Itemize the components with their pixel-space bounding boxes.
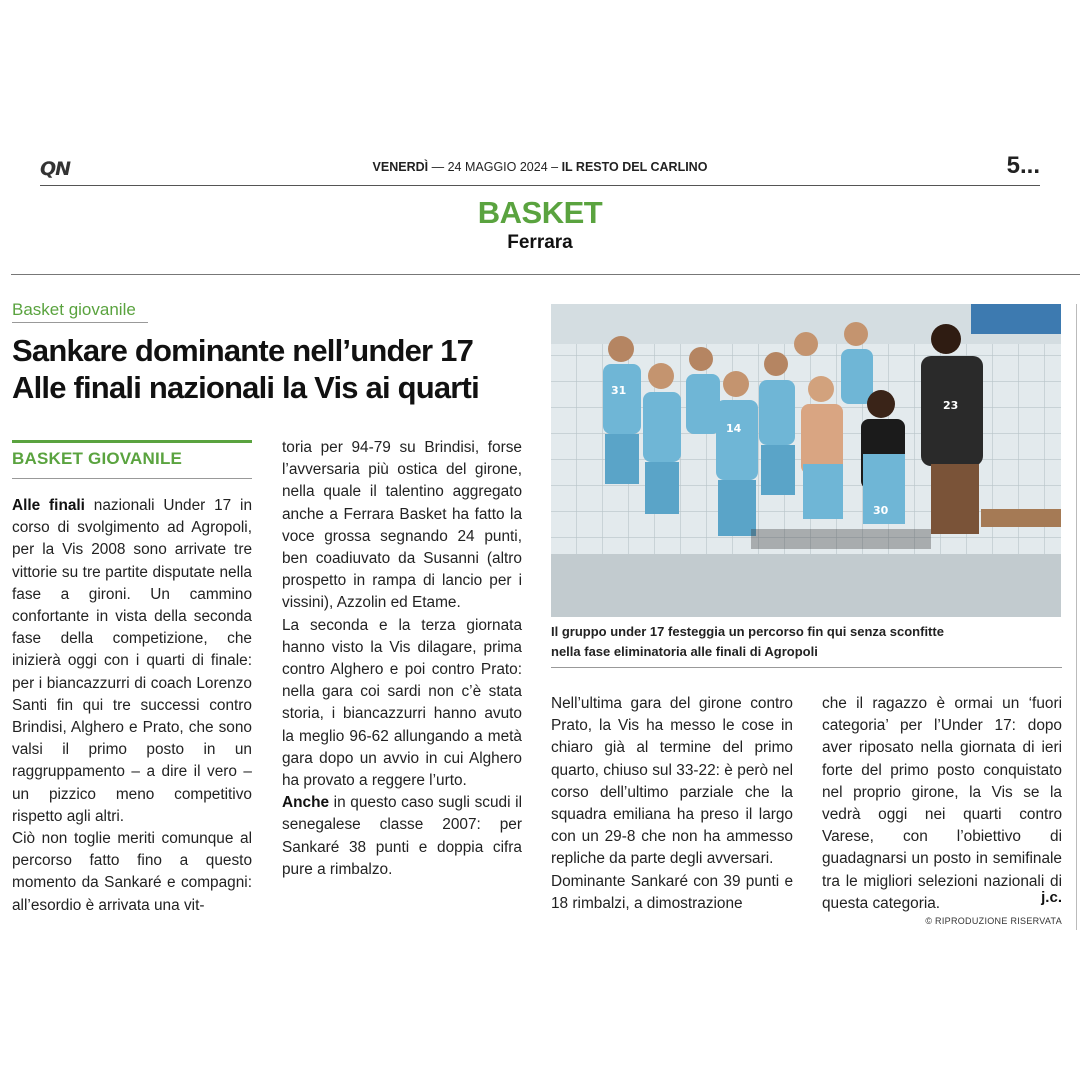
paragraph: Dominante Sankaré con 39 punti e 18 rimbalzi, a dimostrazione — [551, 872, 793, 912]
lead-words: Anche — [282, 794, 330, 812]
dateline-paper: IL RESTO DEL CARLINO — [561, 160, 708, 174]
paragraph-text: nazionali Under 17 in corso di svolgimento ad Agropoli, per la Vis 2008 sono arrivate tre vittorie su tre partite disputate nella fase a gironi. Un cammino confortante in vista della seconda fase della competizione, che inizierà oggi con i quarti di finale: per i biancazzurri di coach Lorenzo Santi fin qui tre successi contro Brindisi, Alghero e Prato, che sono valsi il primo posto in un raggruppamento – a dire il vero – un pizzico meno competitivo rispetto agli altri. — [12, 497, 253, 825]
paragraph: toria per 94-79 su Brindisi, forse l’avversaria più ostica del girone, nella quale il talentino aggregato anche a Ferrara Basket ha fatto la voce grossa segnando 24 punti, ben coadiuvato da Susanni (altro prospetto in rampa di lancio per i vissini), Azzolin ed Etame. — [282, 439, 522, 612]
subhead-bar — [12, 440, 252, 443]
paragraph-text: in questo caso sugli scudi il senegalese classe 2007: per Sankaré 38 punti e doppia cifra pure a rimbalzo. — [282, 794, 522, 878]
kicker-underline — [12, 322, 148, 323]
paragraph — [282, 792, 522, 881]
header-divider — [40, 185, 1040, 186]
dateline-sep: — — [431, 160, 445, 174]
right-column-rule — [1076, 304, 1077, 930]
dateline-date: 24 MAGGIO 2024 — [447, 160, 548, 174]
paragraph: Nell’ultima gara del girone contro Prato, la Vis ha messo le cose in chiaro già al termine del primo quarto, chiuso sul 33-22: è però nel corso dell’ultimo parziale che la squadra emiliana ha preso il largo con un 29-8 che non ha ammesso repliche da parte degli avversari. — [551, 695, 793, 868]
jersey-number: 30 — [873, 504, 889, 517]
dateline-day: VENERDÌ — [372, 160, 429, 174]
article-column-2 — [282, 437, 522, 881]
article-column-1 — [12, 495, 252, 917]
dateline — [0, 160, 1080, 174]
author-signature: j.c. — [1041, 889, 1062, 906]
paragraph: che il ragazzo è ormai un ‘fuori categoria’ per l’Under 17: dopo aver riposato nella giornata di ieri forte del primo posto conquistato nel proprio girone, la Vis se la vedrà oggi nei quarti contro Varese, con l’obiettivo di guadagnarsi un posto in semifinale tra le migliori selezioni nazionali di questa categoria. — [822, 695, 1062, 912]
paragraph: La seconda e la terza giornata hanno visto la Vis dilagare, prima contro Alghero e poi contro Prato: nella gara coi sardi non c’è stata storia, i biancazzurri hanno avuto la meglio 96-62 allungando a metà gara dopo un avvio in cui Alghero ha provato a reggere l’urto. — [282, 616, 522, 790]
section-city: Ferrara — [507, 232, 573, 253]
caption-divider — [551, 667, 1062, 668]
page-number: 5... — [1006, 152, 1040, 179]
paragraph: Ciò non toglie meriti comunque al percorso fatto fino a questo momento da Sankaré e compagni: all’esordio è arrivata una vit- — [12, 830, 252, 914]
article-column-3 — [551, 693, 793, 915]
dateline-sep: – — [551, 160, 559, 174]
jersey-number: 23 — [943, 399, 959, 412]
jersey-number: 14 — [726, 422, 742, 435]
article-headline — [12, 332, 542, 406]
article-subhead: BASKET GIOVANILE — [12, 449, 183, 468]
article-kicker: Basket giovanile — [12, 300, 136, 319]
jersey-number: 31 — [611, 384, 627, 397]
copyright-notice: © RIPRODUZIONE RISERVATA — [925, 916, 1062, 926]
photo-caption — [551, 622, 1061, 662]
qn-logo: QN — [40, 158, 71, 180]
section-divider — [11, 274, 1080, 275]
lead-words: Alle finali — [12, 497, 85, 514]
subhead-underline — [12, 478, 252, 479]
headline-line-1: Sankare dominante nell’under 17 — [12, 333, 474, 368]
article-column-4 — [822, 693, 1062, 915]
caption-line-1: Il gruppo under 17 festeggia un percorso fin qui senza sconfitte — [551, 624, 944, 639]
section-title: BASKET — [477, 195, 603, 230]
caption-line-2: nella fase eliminatoria alle finali di Agropoli — [551, 644, 818, 659]
paragraph — [12, 495, 252, 828]
headline-line-2: Alle finali nazionali la Vis ai quarti — [12, 370, 479, 405]
team-photo — [551, 304, 1061, 617]
team-photo-illustration — [551, 304, 1061, 617]
